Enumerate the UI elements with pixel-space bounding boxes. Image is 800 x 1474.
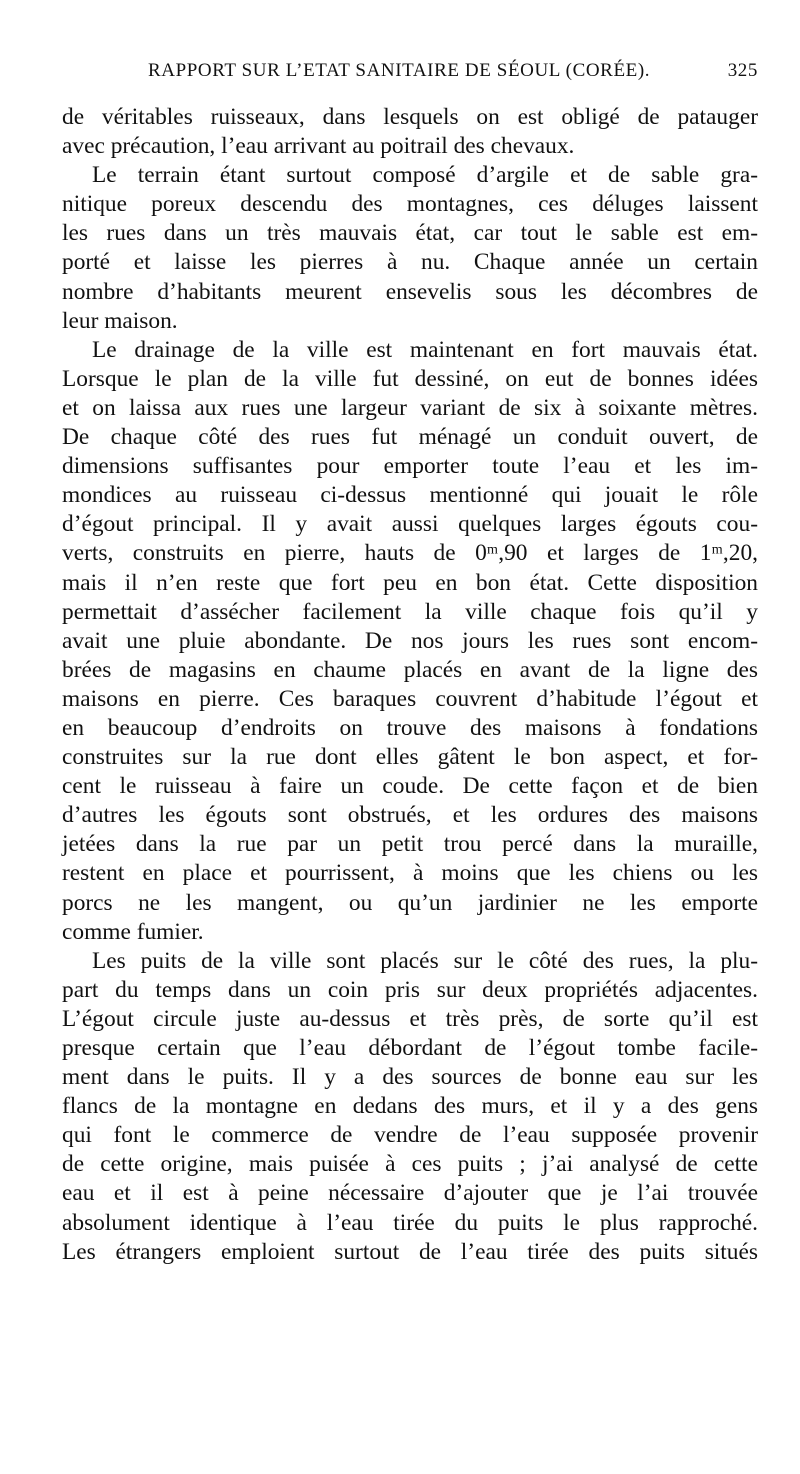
- text-line: mais il n’en reste que fort peu en bon état. Cette disposition: [62, 569, 758, 596]
- text-line: nombre d’habitants meurent ensevelis sous les décombres de: [62, 278, 758, 305]
- text-line: restent en place et pourrissent, à moins que les chiens ou les: [62, 860, 758, 887]
- text-line: dimensions suffisantes pour emporter toute l’eau et les im-: [62, 453, 758, 480]
- text-line: Lorsque le plan de la ville fut dessiné, on eut de bonnes idées: [62, 365, 758, 392]
- page-number: 325: [727, 60, 758, 81]
- text-line: comme fumier.: [62, 918, 204, 945]
- text-line: nitique poreux descendu des montagnes, ces déluges laissent: [62, 191, 758, 218]
- text-line: Les puits de la ville sont placés sur le côté des rues, la plu-: [92, 947, 758, 974]
- text-line: Le drainage de la ville est maintenant en fort mauvais état.: [92, 336, 758, 363]
- text-line: d’autres les égouts sont obstrués, et les ordures des maisons: [62, 802, 758, 829]
- text-line: cent le ruisseau à faire un coude. De cette façon et de bien: [62, 773, 758, 800]
- running-header: [62, 60, 758, 94]
- paragraph: [62, 947, 758, 1267]
- paragraph: [62, 336, 758, 947]
- text-line: de véritables ruisseaux, dans lesquels on est obligé de patauger: [62, 104, 758, 130]
- text-line: permettait d’assécher facilement la ville chaque fois qu’il y: [62, 598, 758, 625]
- text-line: les rues dans un très mauvais état, car tout le sable est em-: [62, 220, 758, 247]
- text-line: Les étrangers emploient surtout de l’eau tirée des puits situés: [62, 1238, 758, 1265]
- text-line: construites sur la rue dont elles gâtent le bon aspect, et for-: [62, 744, 758, 771]
- paragraph: [62, 161, 758, 336]
- text-line: avait une pluie abondante. De nos jours les rues sont encom-: [62, 627, 758, 654]
- text-line: brées de magasins en chaume placés en avant de la ligne des: [62, 656, 758, 683]
- text-line: verts, construits en pierre, hauts de 0ᵐ,90 et larges de 1ᵐ,20,: [62, 540, 758, 567]
- text-line: flancs de la montagne en dedans des murs, et il y a des gens: [62, 1093, 758, 1120]
- text-line: porté et laisse les pierres à nu. Chaque année un certain: [62, 249, 758, 276]
- running-title: RAPPORT SUR L’ETAT SANITAIRE DE SÉOUL (CORÉE).: [148, 60, 651, 81]
- text-line: Le terrain étant surtout composé d’argile et de sable gra-: [92, 162, 758, 189]
- text-line: maisons en pierre. Ces baraques couvrent d’habitude l’égout et: [62, 685, 758, 712]
- text-line: avec précaution, l’eau arrivant au poitrail des chevaux.: [62, 133, 575, 160]
- text-line: d’égout principal. Il y avait aussi quelques larges égouts cou-: [62, 511, 758, 538]
- text-line: eau et il est à peine nécessaire d’ajouter que je l’ai trouvée: [62, 1180, 758, 1207]
- paragraph: [62, 103, 758, 161]
- text-line: et on laissa aux rues une largeur variant de six à soixante mètres.: [62, 394, 758, 421]
- text-line: porcs ne les mangent, ou qu’un jardinier ne les emporte: [62, 889, 758, 916]
- text-line: de cette origine, mais puisée à ces puits ; j’ai analysé de cette: [62, 1151, 758, 1178]
- text-line: L’égout circule juste au-dessus et très près, de sorte qu’il est: [62, 1005, 758, 1032]
- text-line: ment dans le puits. Il y a des sources de bonne eau sur les: [62, 1064, 758, 1091]
- text-line: qui font le commerce de vendre de l’eau supposée provenir: [62, 1122, 758, 1149]
- text-line: leur maison.: [62, 307, 178, 334]
- text-line: mondices au ruisseau ci-dessus mentionné qui jouait le rôle: [62, 482, 758, 509]
- text-line: presque certain que l’eau débordant de l’égout tombe facile-: [62, 1035, 758, 1061]
- body-text: [62, 103, 758, 1267]
- text-line: De chaque côté des rues fut ménagé un conduit ouvert, de: [62, 424, 758, 451]
- text-line: en beaucoup d’endroits on trouve des maisons à fondations: [62, 714, 758, 741]
- text-line: absolument identique à l’eau tirée du puits le plus rapproché.: [62, 1209, 758, 1236]
- text-line: jetées dans la rue par un petit trou percé dans la muraille,: [62, 831, 758, 858]
- text-line: part du temps dans un coin pris sur deux propriétés adjacentes.: [62, 976, 758, 1003]
